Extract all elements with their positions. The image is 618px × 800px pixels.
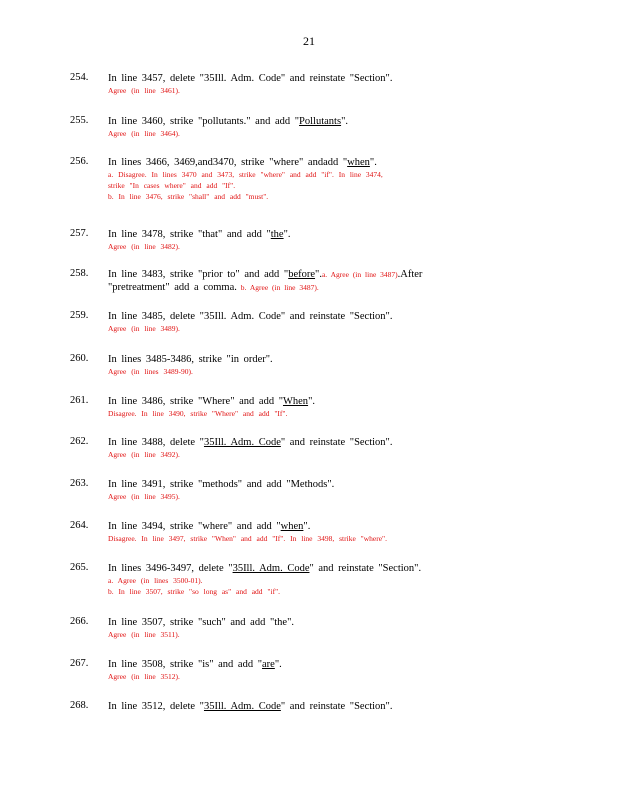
comment-text [108, 658, 588, 671]
comment-text [108, 156, 588, 169]
underlined-insertion: Pollutants [299, 116, 342, 127]
text-segment: ". [303, 521, 311, 532]
comment-text [108, 228, 588, 241]
comment-text [108, 395, 588, 408]
text-segment: In line 3507, strike "such" and add "the". [108, 617, 294, 628]
comment-text [108, 310, 588, 323]
item-number: 268. [70, 700, 89, 711]
item-number: 255. [70, 115, 89, 126]
text-segment: In line 3488, delete " [108, 437, 204, 448]
agency-response: Agree (in line 3495). [108, 492, 180, 501]
comment-text [108, 478, 588, 491]
item-number: 263. [70, 478, 89, 489]
comment-text [108, 115, 588, 128]
comment-text [108, 562, 588, 575]
comment-text [108, 268, 588, 281]
text-segment: In line 3512, delete " [108, 701, 204, 712]
text-segment: " and reinstate "Section". [280, 701, 393, 712]
item-body [108, 616, 588, 640]
text-segment: In lines 3496-3497, delete " [108, 563, 233, 574]
agency-response: Agree (in line 3512). [108, 672, 180, 681]
underlined-insertion: When [282, 396, 309, 407]
text-segment: In line 3483, strike "prior to" and add " [108, 269, 289, 280]
agency-response: Agree (in lines 3489-90). [108, 367, 193, 376]
agency-response: Agree (in line 3461). [108, 86, 180, 95]
comment-text [108, 353, 588, 366]
agency-response: Agree (in line 3492). [108, 450, 180, 459]
agency-response: b. In line 3507, strike "so long as" and add "if". [108, 587, 281, 596]
text-segment: In line 3478, strike "that" and add " [108, 229, 271, 240]
text-segment: In line 3457, delete "35Ill. Adm. Code" and reinstate "Section". [108, 73, 393, 84]
text-segment: In line 3486, strike "Where" and add " [108, 396, 283, 407]
underlined-insertion: 35Ill. Adm. Code [203, 437, 281, 448]
text-segment: ". [283, 229, 291, 240]
underlined-insertion: when [347, 157, 370, 168]
item-body [108, 562, 588, 597]
text-segment: In lines 3466, 3469,and3470, strike "where" andadd " [108, 157, 348, 168]
item-body [108, 228, 588, 252]
text-segment: In line 3494, strike "where" and add " [108, 521, 281, 532]
item-number: 261. [70, 395, 89, 406]
underlined-insertion: 35Ill. Adm. Code [203, 701, 281, 712]
item-number: 254. [70, 72, 89, 83]
item-body [108, 478, 588, 502]
agency-response: Agree (in line 3489). [108, 324, 180, 333]
text-segment: ". [315, 269, 322, 280]
text-segment: ". [274, 659, 282, 670]
comment-text [108, 281, 588, 294]
text-segment: .After [397, 269, 423, 280]
comment-text [108, 520, 588, 533]
comment-text [108, 72, 588, 85]
item-number: 266. [70, 616, 89, 627]
agency-response: b. In line 3476, strike "shall" and add "must". [108, 192, 269, 201]
text-segment: In line 3460, strike "pollutants." and add " [108, 116, 300, 127]
item-body [108, 520, 588, 544]
item-number: 264. [70, 520, 89, 531]
agency-response: Agree (in line 3464). [108, 129, 180, 138]
text-segment: In line 3491, strike "methods" and add "Methods". [108, 479, 335, 490]
item-body [108, 700, 588, 713]
item-body [108, 156, 588, 202]
agency-response: Disagree. In line 3497, strike "When" and add "If". In line 3498, strike "where". [108, 534, 387, 543]
text-segment: ". [369, 157, 377, 168]
item-number: 258. [70, 268, 89, 279]
item-body [108, 310, 588, 334]
underlined-insertion: the [270, 229, 284, 240]
item-number: 267. [70, 658, 89, 669]
text-segment: "pretreatment" add a comma. [108, 282, 237, 293]
item-body [108, 115, 588, 139]
text-segment: ". [341, 116, 348, 127]
item-number: 256. [70, 156, 89, 167]
response-inline: a. Agree (in line 3487) [321, 270, 398, 279]
item-body [108, 395, 588, 419]
text-segment: In line 3485, delete "35Ill. Adm. Code" and reinstate "Section". [108, 311, 393, 322]
response-inline: b. Agree (in line 3487). [236, 283, 319, 292]
underlined-insertion: are [262, 659, 275, 670]
agency-response: a. Disagree. In lines 3470 and 3473, strike "where" and add "if". In line 3474, [108, 170, 383, 179]
item-number: 259. [70, 310, 89, 321]
comment-text [108, 436, 588, 449]
item-number: 260. [70, 353, 89, 364]
item-number: 262. [70, 436, 89, 447]
agency-response: a. Agree (in lines 3500-01). [108, 576, 203, 585]
text-segment: " and reinstate "Section". [280, 437, 393, 448]
underlined-insertion: 35Ill. Adm. Code [232, 563, 310, 574]
item-body [108, 353, 588, 377]
item-body [108, 436, 588, 460]
item-body [108, 658, 588, 682]
item-body [108, 72, 588, 96]
comment-text [108, 700, 588, 713]
agency-response: Agree (in line 3482). [108, 242, 180, 251]
page-number: 21 [303, 34, 315, 48]
agency-response: Agree (in line 3511). [108, 630, 180, 639]
item-number: 265. [70, 562, 89, 573]
text-segment: " and reinstate "Section". [309, 563, 422, 574]
underlined-insertion: before [288, 269, 316, 280]
agency-response: Disagree. In line 3490, strike "Where" and add "If". [108, 409, 288, 418]
underlined-insertion: when [280, 521, 304, 532]
text-segment: In lines 3485-3486, strike "in order". [108, 354, 273, 365]
text-segment: ". [308, 396, 315, 407]
text-segment: In line 3508, strike "is" and add " [108, 659, 263, 670]
item-body [108, 268, 588, 294]
item-number: 257. [70, 228, 89, 239]
agency-response: strike "In cases where" and add "If". [108, 181, 236, 190]
comment-text [108, 616, 588, 629]
